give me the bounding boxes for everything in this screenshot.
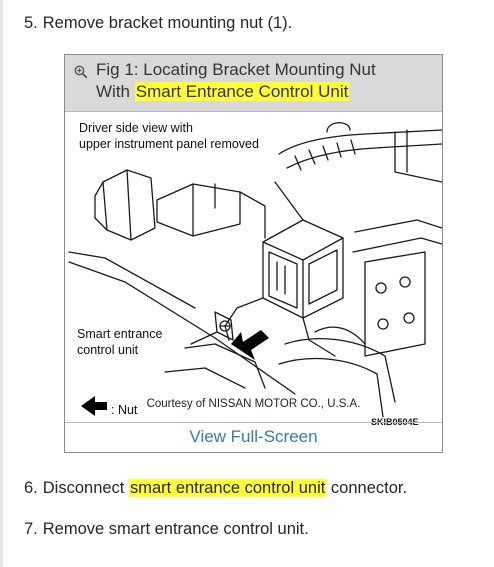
- figure-footer: [65, 422, 442, 453]
- figure-header: [65, 55, 442, 112]
- nut-pointer-arrow: [231, 330, 269, 360]
- label-line: upper instrument panel removed: [79, 137, 259, 151]
- zoom-in-icon[interactable]: [74, 65, 88, 79]
- step-highlight: smart entrance control unit: [129, 479, 326, 497]
- label-line: Smart entrance: [77, 327, 163, 341]
- step-text: Remove bracket mounting nut (1).: [42, 14, 293, 32]
- step-6: [24, 477, 407, 499]
- figure-title-line-2: [96, 81, 436, 103]
- diagram-label-view: [79, 120, 259, 152]
- figure-image[interactable]: [65, 112, 442, 427]
- figure-title-prefix: With: [96, 82, 135, 101]
- step-text: Remove smart entrance control unit.: [42, 520, 309, 538]
- diagram-label-unit: [77, 326, 162, 358]
- figure-title: [96, 59, 436, 103]
- figure-title-highlight: Smart Entrance Control Unit: [135, 82, 349, 101]
- view-full-screen-link[interactable]: View Full-Screen: [189, 427, 318, 446]
- engine-bay-diagram: [65, 112, 442, 417]
- label-line: Driver side view with: [79, 121, 193, 135]
- page-left-edge: [0, 0, 3, 567]
- figure-title-line-1: Fig 1: Locating Bracket Mounting Nut: [96, 60, 376, 79]
- step-text: Disconnect: [42, 479, 129, 497]
- label-line: control unit: [77, 343, 139, 357]
- step-text-end: connector.: [326, 479, 408, 497]
- step-number: 7.: [24, 520, 38, 538]
- figure-card: [64, 54, 443, 453]
- step-5: [24, 12, 292, 34]
- step-number: 5.: [24, 14, 38, 32]
- step-number: 6.: [24, 479, 38, 497]
- diagram-code: SKIB0504E: [371, 417, 419, 427]
- diagram-legend-nut: : Nut: [111, 403, 138, 417]
- figure-courtesy: Courtesy of NISSAN MOTOR CO., U.S.A.: [146, 398, 361, 410]
- step-7: [24, 518, 309, 540]
